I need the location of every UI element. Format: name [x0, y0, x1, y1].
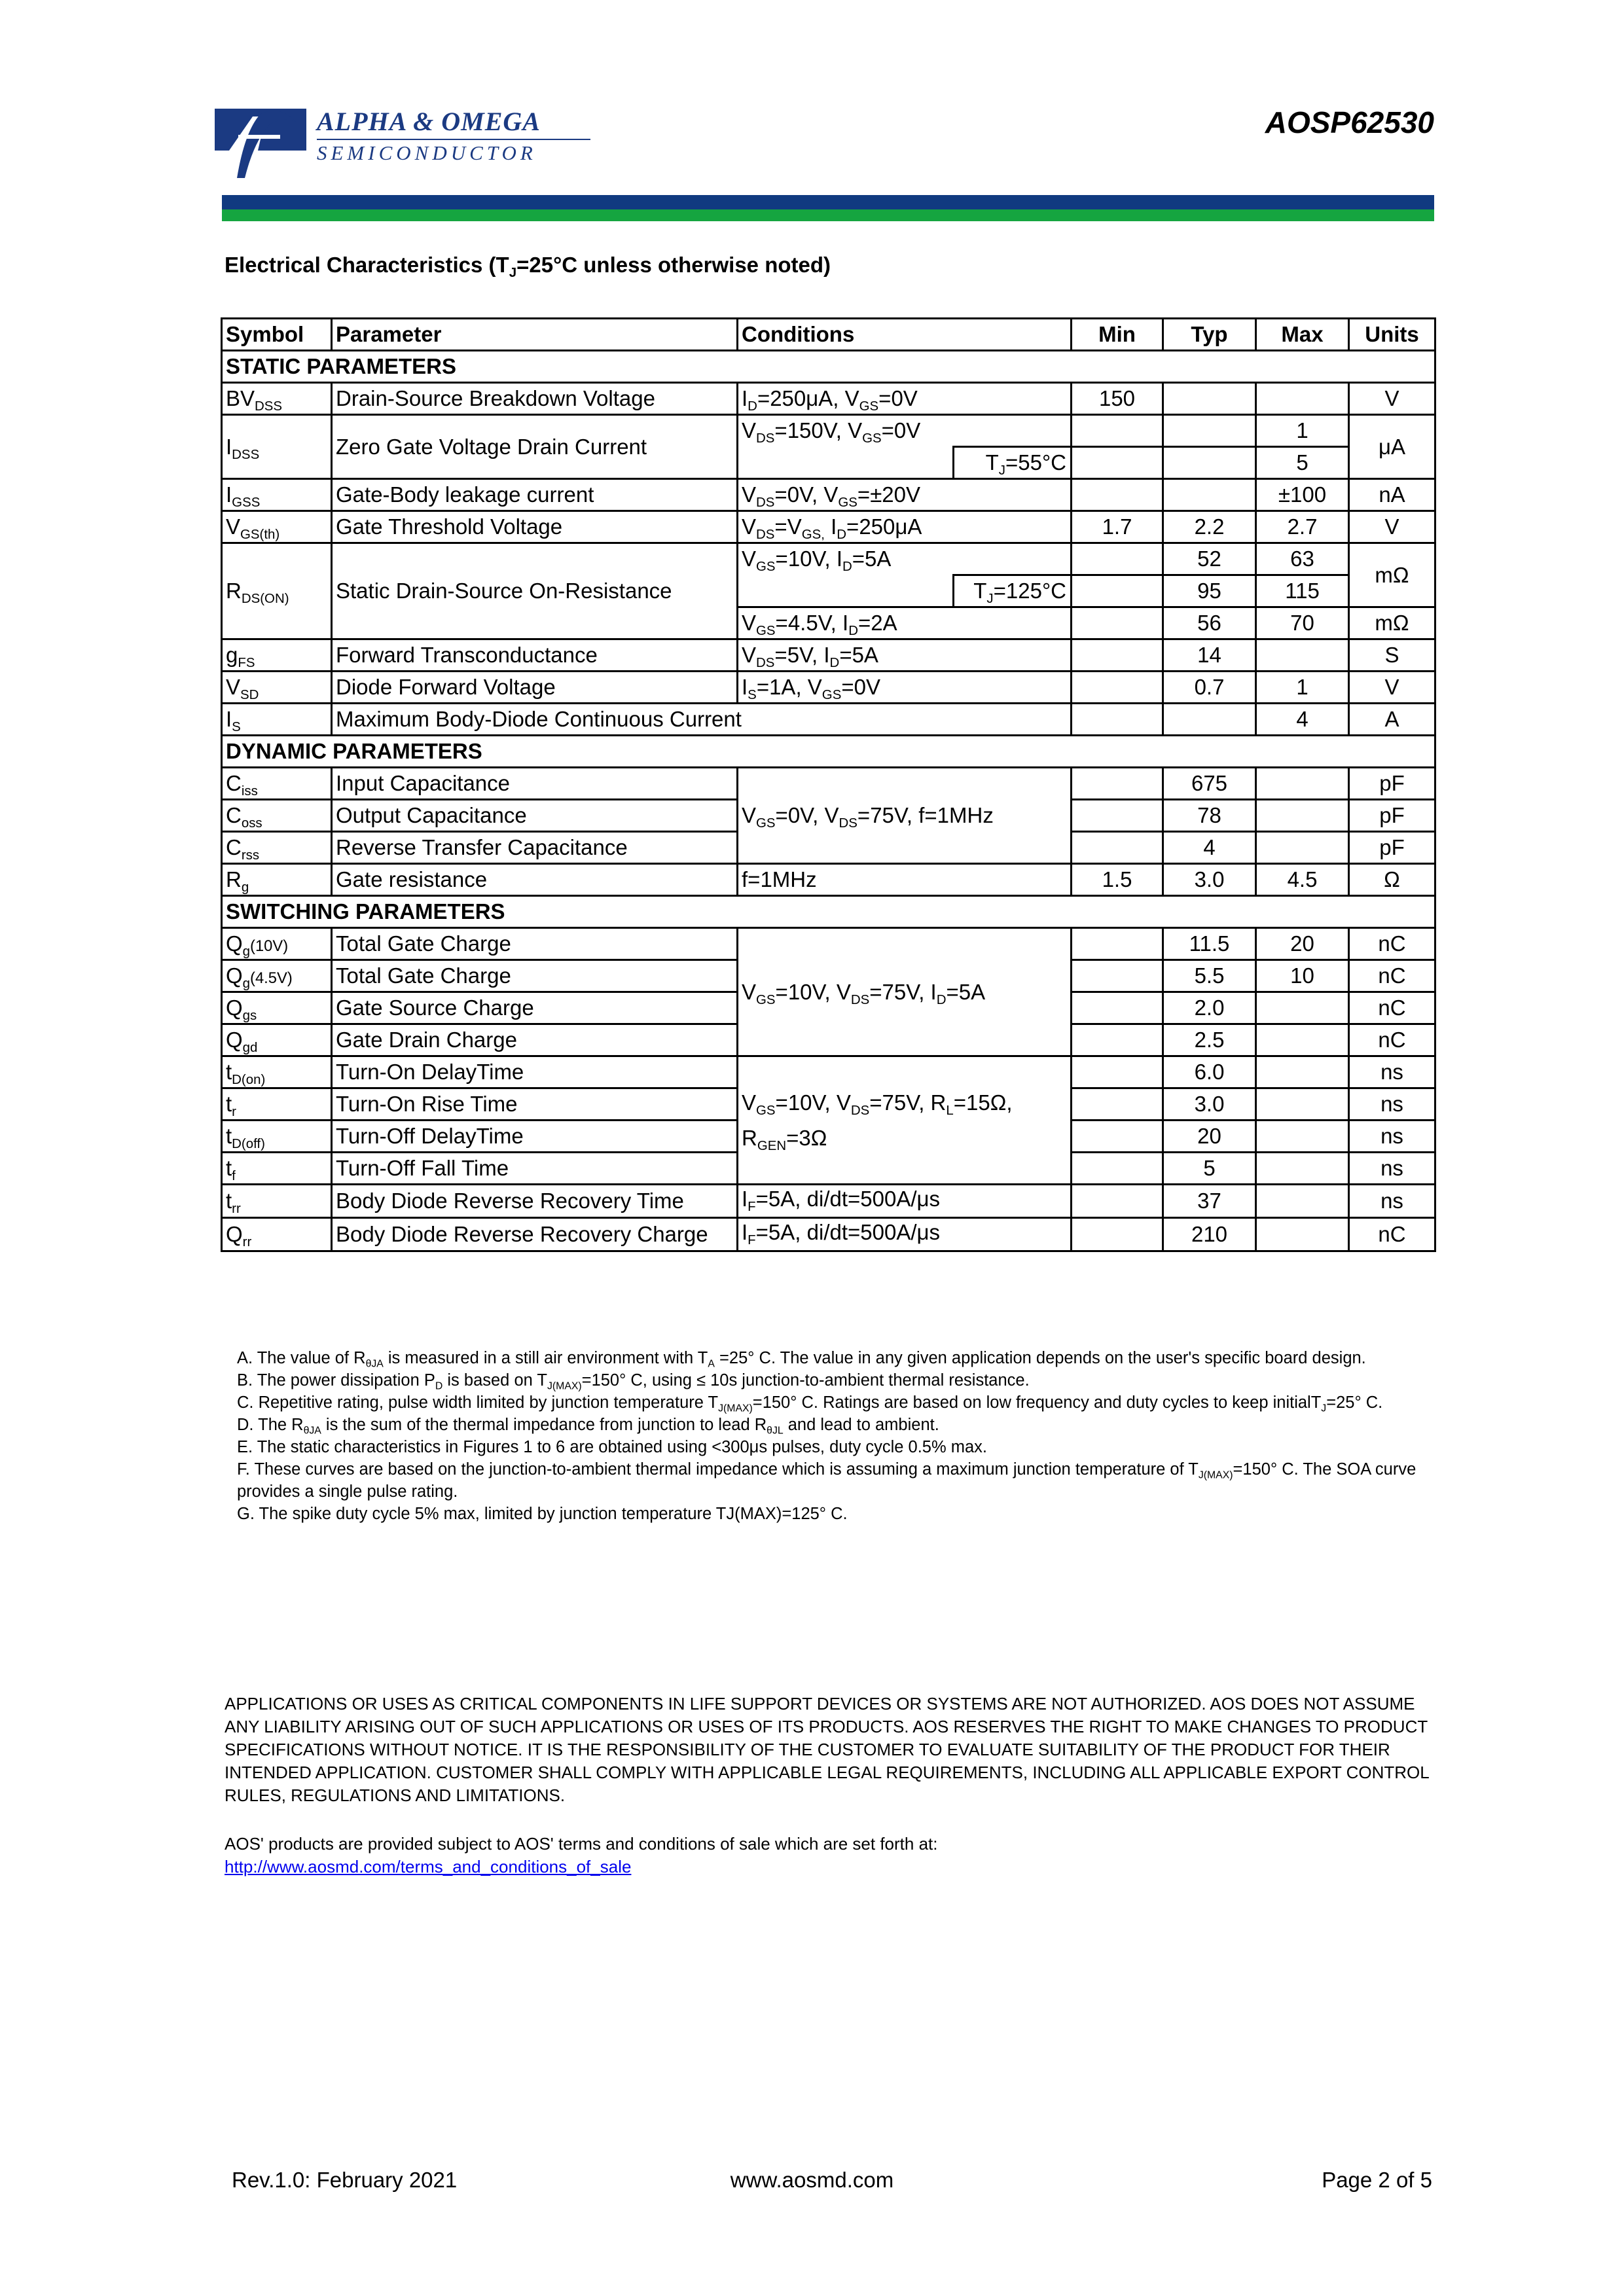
parameter-cell: Gate-Body leakage current [332, 479, 738, 511]
conditions-cell: $I_D=250\mu A$, $V_{GS}=0V$ [738, 383, 1072, 415]
typ-cell: 20 [1163, 1121, 1256, 1153]
typ-cell [1163, 383, 1256, 415]
typ-cell: 5.5 [1163, 960, 1256, 992]
units-cell: S [1349, 639, 1435, 672]
conditions-cell: $V_{GS}=10V$, $I_D=5A$ [738, 543, 1072, 575]
alpha-omega-logo-icon [215, 105, 306, 178]
footer-page-number: Page 2 of 5 [1322, 2168, 1432, 2192]
max-cell: 10 [1256, 960, 1349, 992]
brand-subtitle: SEMICONDUCTOR [317, 141, 537, 164]
conditions-cell: $I_F=5A$, di/dt=500A/μs [738, 1185, 1072, 1218]
typ-cell: 52 [1163, 543, 1256, 575]
table-row [222, 511, 1435, 543]
conditions-cell: $V_{DS}=V_{GS,}$ $I_D=250\mu A$ [738, 511, 1072, 543]
units-cell: pF [1349, 832, 1435, 864]
conditions-cell: $V_{DS}=5V$, $I_D=5A$ [738, 639, 1072, 672]
tj-condition-cell: $T_J=55^\circ C$ [954, 447, 1072, 479]
symbol-cell: $V_{GS(th)}$ [222, 511, 332, 543]
min-cell [1072, 1153, 1163, 1185]
units-cell: Ω [1349, 864, 1435, 896]
header-parameter: Parameter [332, 319, 738, 351]
parameter-cell: Body Diode Reverse Recovery Time [332, 1185, 738, 1218]
parameter-cell: Turn-On DelayTime [332, 1056, 738, 1088]
max-cell: 2.7 [1256, 511, 1349, 543]
max-cell: 5 [1256, 447, 1349, 479]
symbol-cell: $Q_g(4.5V)$ [222, 960, 332, 992]
table-row [222, 1218, 1435, 1251]
parameter-cell: Static Drain-Source On-Resistance [332, 543, 738, 639]
min-cell [1072, 639, 1163, 672]
section-static: STATIC PARAMETERS [222, 351, 1435, 383]
header-min: Min [1072, 319, 1163, 351]
typ-cell: 95 [1163, 575, 1256, 607]
note-e: E. The static characteristics in Figures 1 to 6 are obtained using <300μs pulses, duty cycle 0.5% max. [237, 1438, 988, 1456]
typ-cell: 210 [1163, 1218, 1256, 1251]
symbol-cell: $I_{DSS}$ [222, 415, 332, 479]
max-cell [1256, 1153, 1349, 1185]
typ-cell [1163, 479, 1256, 511]
min-cell: 150 [1072, 383, 1163, 415]
symbol-cell: $C_{oss}$ [222, 800, 332, 832]
symbol-cell: $Q_{gs}$ [222, 992, 332, 1024]
units-cell: ns [1349, 1185, 1435, 1218]
table-row [222, 1185, 1435, 1218]
parameter-cell: Drain-Source Breakdown Voltage [332, 383, 738, 415]
brand-divider [317, 139, 590, 140]
min-cell [1072, 575, 1163, 607]
header-conditions: Conditions [738, 319, 1072, 351]
parameter-cell: Gate resistance [332, 864, 738, 896]
min-cell [1072, 479, 1163, 511]
units-cell: ns [1349, 1056, 1435, 1088]
min-cell [1072, 607, 1163, 639]
header-symbol: Symbol [222, 319, 332, 351]
min-cell [1072, 447, 1163, 479]
symbol-cell: $R_g$ [222, 864, 332, 896]
terms-block [225, 1833, 1429, 1878]
part-number: AOSP62530 [1265, 105, 1434, 139]
min-cell [1072, 1024, 1163, 1056]
typ-cell [1163, 415, 1256, 447]
table-row [222, 543, 1435, 575]
units-cell: pF [1349, 768, 1435, 800]
min-cell [1072, 543, 1163, 575]
symbol-cell: $Q_{gd}$ [222, 1024, 332, 1056]
parameter-cell: Turn-Off DelayTime [332, 1121, 738, 1153]
terms-link[interactable]: http://www.aosmd.com/terms_and_conditions_of_sale [225, 1857, 632, 1876]
units-cell: mΩ [1349, 543, 1435, 607]
units-cell: pF [1349, 800, 1435, 832]
symbol-cell: $C_{rss}$ [222, 832, 332, 864]
max-cell: 115 [1256, 575, 1349, 607]
symbol-cell: $Q_g(10V)$ [222, 928, 332, 960]
typ-cell: 56 [1163, 607, 1256, 639]
conditions-cell [738, 575, 954, 607]
max-cell [1256, 1121, 1349, 1153]
max-cell [1256, 1185, 1349, 1218]
table-header-row [222, 319, 1435, 351]
table-row [222, 928, 1435, 960]
typ-cell: 78 [1163, 800, 1256, 832]
typ-cell: 2.5 [1163, 1024, 1256, 1056]
units-cell: V [1349, 511, 1435, 543]
units-cell: μA [1349, 415, 1435, 479]
conditions-cell: $V_{GS}=10V$, $V_{DS}=75V$, $I_D=5A$ [738, 928, 1072, 1056]
parameter-cell: Input Capacitance [332, 768, 738, 800]
parameter-cell: Zero Gate Voltage Drain Current [332, 415, 738, 479]
min-cell [1072, 1056, 1163, 1088]
parameter-cell: Gate Drain Charge [332, 1024, 738, 1056]
symbol-cell: $C_{iss}$ [222, 768, 332, 800]
max-cell [1256, 1088, 1349, 1121]
typ-cell [1163, 447, 1256, 479]
symbol-cell: $t_{rr}$ [222, 1185, 332, 1218]
conditions-cell: $V_{GS}=4.5V$, $I_D=2A$ [738, 607, 1072, 639]
header-typ: Typ [1163, 319, 1256, 351]
legal-disclaimer: APPLICATIONS OR USES AS CRITICAL COMPONENTS IN LIFE SUPPORT DEVICES OR SYSTEMS ARE NOT AUTHORIZED. AOS DOES NOT ASSUME ANY LIABILITY ARISING OUT OF SUCH APPLICATIONS OR USES OF ITS PRODUCTS. AOS RESERVES THE RIGHT TO MAKE CHANGES TO PRODUCT SPECIFICATIONS WITHOUT NOTICE. IT IS THE RESPONSIBILITY OF THE CUSTOMER TO EVALUATE SUITABILITY OF THE PRODUCT FOR THEIR INTENDED APPLICATION. CUSTOMER SHALL COMPLY WITH APPLICABLE LEGAL REQUIREMENTS, INCLUDING ALL APPLICABLE EXPORT CONTROL RULES, REGULATIONS AND LIMITATIONS. [225, 1694, 1429, 1805]
max-cell: 1 [1256, 415, 1349, 447]
units-cell: V [1349, 672, 1435, 704]
conditions-cell: $V_{GS}=0V$, $V_{DS}=75V$, f=1MHz [738, 768, 1072, 864]
units-cell: nC [1349, 992, 1435, 1024]
parameter-cell: Forward Transconductance [332, 639, 738, 672]
footnotes [237, 1347, 1422, 1525]
min-cell: 1.7 [1072, 511, 1163, 543]
conditions-cell: $V_{GS}=10V$, $V_{DS}=75V$, $R_L=15\Omega$, $R_{GEN}=3\Omega$ [738, 1056, 1072, 1185]
electrical-characteristics-table [221, 317, 1436, 1252]
symbol-cell: $I_S$ [222, 704, 332, 736]
parameter-cell: Gate Threshold Voltage [332, 511, 738, 543]
units-cell: A [1349, 704, 1435, 736]
symbol-cell: $t_{D(on)}$ [222, 1056, 332, 1088]
terms-text: AOS' products are provided subject to AOS' terms and conditions of sale which are set forth at: [225, 1834, 938, 1854]
symbol-cell: $t_r$ [222, 1088, 332, 1121]
header-max: Max [1256, 319, 1349, 351]
units-cell: nC [1349, 1218, 1435, 1251]
typ-cell: 3.0 [1163, 864, 1256, 896]
conditions-cell: $V_{DS}=150V$, $V_{GS}=0V$ [738, 415, 1072, 447]
parameter-cell: Total Gate Charge [332, 928, 738, 960]
symbol-cell: $R_{DS(ON)}$ [222, 543, 332, 639]
note-g: G. The spike duty cycle 5% max, limited by junction temperature TJ(MAX)=125° C. [237, 1505, 848, 1523]
table-row [222, 864, 1435, 896]
header-band-blue [222, 195, 1434, 209]
min-cell [1072, 1088, 1163, 1121]
typ-cell: 11.5 [1163, 928, 1256, 960]
table-row [222, 704, 1435, 736]
parameter-cell: Output Capacitance [332, 800, 738, 832]
max-cell: 1 [1256, 672, 1349, 704]
symbol-cell: $g_{FS}$ [222, 639, 332, 672]
symbol-cell: $V_{SD}$ [222, 672, 332, 704]
symbol-cell: $BV_{DSS}$ [222, 383, 332, 415]
max-cell [1256, 768, 1349, 800]
tj-condition-cell: $T_J=125^\circ C$ [954, 575, 1072, 607]
note-f: F. These curves are based on the junction-to-ambient thermal impedance which is assuming a maximum junction temperature of $T_{J(MAX)}=150^\circ$ C. The SOA curve provides a single pulse rating. [237, 1460, 1416, 1501]
brand-name: ALPHA & OMEGA [317, 107, 541, 136]
min-cell [1072, 704, 1163, 736]
units-cell: nA [1349, 479, 1435, 511]
min-cell [1072, 800, 1163, 832]
conditions-cell: $V_{DS}=0V$, $V_{GS}=\pm 20V$ [738, 479, 1072, 511]
header-units: Units [1349, 319, 1435, 351]
max-cell [1256, 1218, 1349, 1251]
min-cell [1072, 415, 1163, 447]
parameter-cell: Gate Source Charge [332, 992, 738, 1024]
max-cell: 4.5 [1256, 864, 1349, 896]
min-cell [1072, 928, 1163, 960]
footer-website: www.aosmd.com [730, 2168, 894, 2192]
typ-cell [1163, 704, 1256, 736]
max-cell [1256, 992, 1349, 1024]
section-dynamic: DYNAMIC PARAMETERS [222, 736, 1435, 768]
parameter-cell: Total Gate Charge [332, 960, 738, 992]
symbol-cell: $I_{GSS}$ [222, 479, 332, 511]
min-cell [1072, 768, 1163, 800]
units-cell: mΩ [1349, 607, 1435, 639]
max-cell [1256, 639, 1349, 672]
conditions-cell [738, 447, 954, 479]
max-cell [1256, 1056, 1349, 1088]
max-cell: 63 [1256, 543, 1349, 575]
note-d: D. The $R_{\theta JA}$ is the sum of the thermal impedance from junction to lead $R_{\theta JL}$ and lead to ambient. [237, 1416, 939, 1437]
footer-revision: Rev.1.0: February 2021 [232, 2168, 458, 2192]
typ-cell: 0.7 [1163, 672, 1256, 704]
min-cell [1072, 672, 1163, 704]
note-a: A. The value of $R_{\theta JA}$ is measured in a still air environment with $T_A =25^\circ$ C. The value in any given application depends on the user's specific board design. [237, 1349, 1366, 1370]
parameter-cell: Diode Forward Voltage [332, 672, 738, 704]
typ-cell: 5 [1163, 1153, 1256, 1185]
min-cell [1072, 832, 1163, 864]
symbol-cell: $t_f$ [222, 1153, 332, 1185]
min-cell [1072, 1121, 1163, 1153]
note-c: C. Repetitive rating, pulse width limited by junction temperature $T_{J(MAX)}=150^\circ$ C. Ratings are based on low frequency and duty cycles to keep initialT$_J$=25° C. [237, 1393, 1383, 1414]
table-row [222, 479, 1435, 511]
company-logo [215, 105, 594, 183]
conditions-cell: $I_S=1A$, $V_{GS}=0V$ [738, 672, 1072, 704]
max-cell [1256, 1024, 1349, 1056]
typ-cell: 37 [1163, 1185, 1256, 1218]
parameter-cell: Body Diode Reverse Recovery Charge [332, 1218, 738, 1251]
units-cell: ns [1349, 1121, 1435, 1153]
table-row [222, 1056, 1435, 1088]
min-cell [1072, 960, 1163, 992]
table-row [222, 415, 1435, 447]
conditions-cell: $I_F=5A$, di/dt=500A/μs [738, 1218, 1072, 1251]
conditions-cell: f=1MHz [738, 864, 1072, 896]
units-cell: V [1349, 383, 1435, 415]
parameter-cell: Turn-Off Fall Time [332, 1153, 738, 1185]
typ-cell: 2.2 [1163, 511, 1256, 543]
table-row [222, 672, 1435, 704]
typ-cell: 4 [1163, 832, 1256, 864]
note-b: B. The power dissipation $P_D$ is based on $T_{J(MAX)}=150^\circ$ C, using ≤ 10s junction-to-ambient thermal resistance. [237, 1371, 1030, 1392]
table-row [222, 639, 1435, 672]
min-cell [1072, 1185, 1163, 1218]
typ-cell: 2.0 [1163, 992, 1256, 1024]
min-cell [1072, 992, 1163, 1024]
max-cell: ±100 [1256, 479, 1349, 511]
min-cell [1072, 1218, 1163, 1251]
section-switching: SWITCHING PARAMETERS [222, 896, 1435, 928]
symbol-cell: $t_{D(off)}$ [222, 1121, 332, 1153]
table-row [222, 383, 1435, 415]
units-cell: ns [1349, 1088, 1435, 1121]
units-cell: ns [1349, 1153, 1435, 1185]
symbol-cell: $Q_{rr}$ [222, 1218, 332, 1251]
table-row [222, 768, 1435, 800]
units-cell: nC [1349, 960, 1435, 992]
parameter-cell: Turn-On Rise Time [332, 1088, 738, 1121]
typ-cell: 6.0 [1163, 1056, 1256, 1088]
max-cell [1256, 800, 1349, 832]
parameter-cell: Reverse Transfer Capacitance [332, 832, 738, 864]
typ-cell: 3.0 [1163, 1088, 1256, 1121]
header-band-green [222, 209, 1434, 221]
max-cell [1256, 383, 1349, 415]
units-cell: nC [1349, 1024, 1435, 1056]
max-cell [1256, 832, 1349, 864]
min-cell: 1.5 [1072, 864, 1163, 896]
parameter-cell: Maximum Body-Diode Continuous Current [332, 704, 1072, 736]
max-cell: 70 [1256, 607, 1349, 639]
max-cell: 4 [1256, 704, 1349, 736]
typ-cell: 675 [1163, 768, 1256, 800]
units-cell: nC [1349, 928, 1435, 960]
typ-cell: 14 [1163, 639, 1256, 672]
max-cell: 20 [1256, 928, 1349, 960]
section-title: Electrical Characteristics ($T_J=25^\circ C$ unless otherwise noted) [225, 253, 831, 281]
